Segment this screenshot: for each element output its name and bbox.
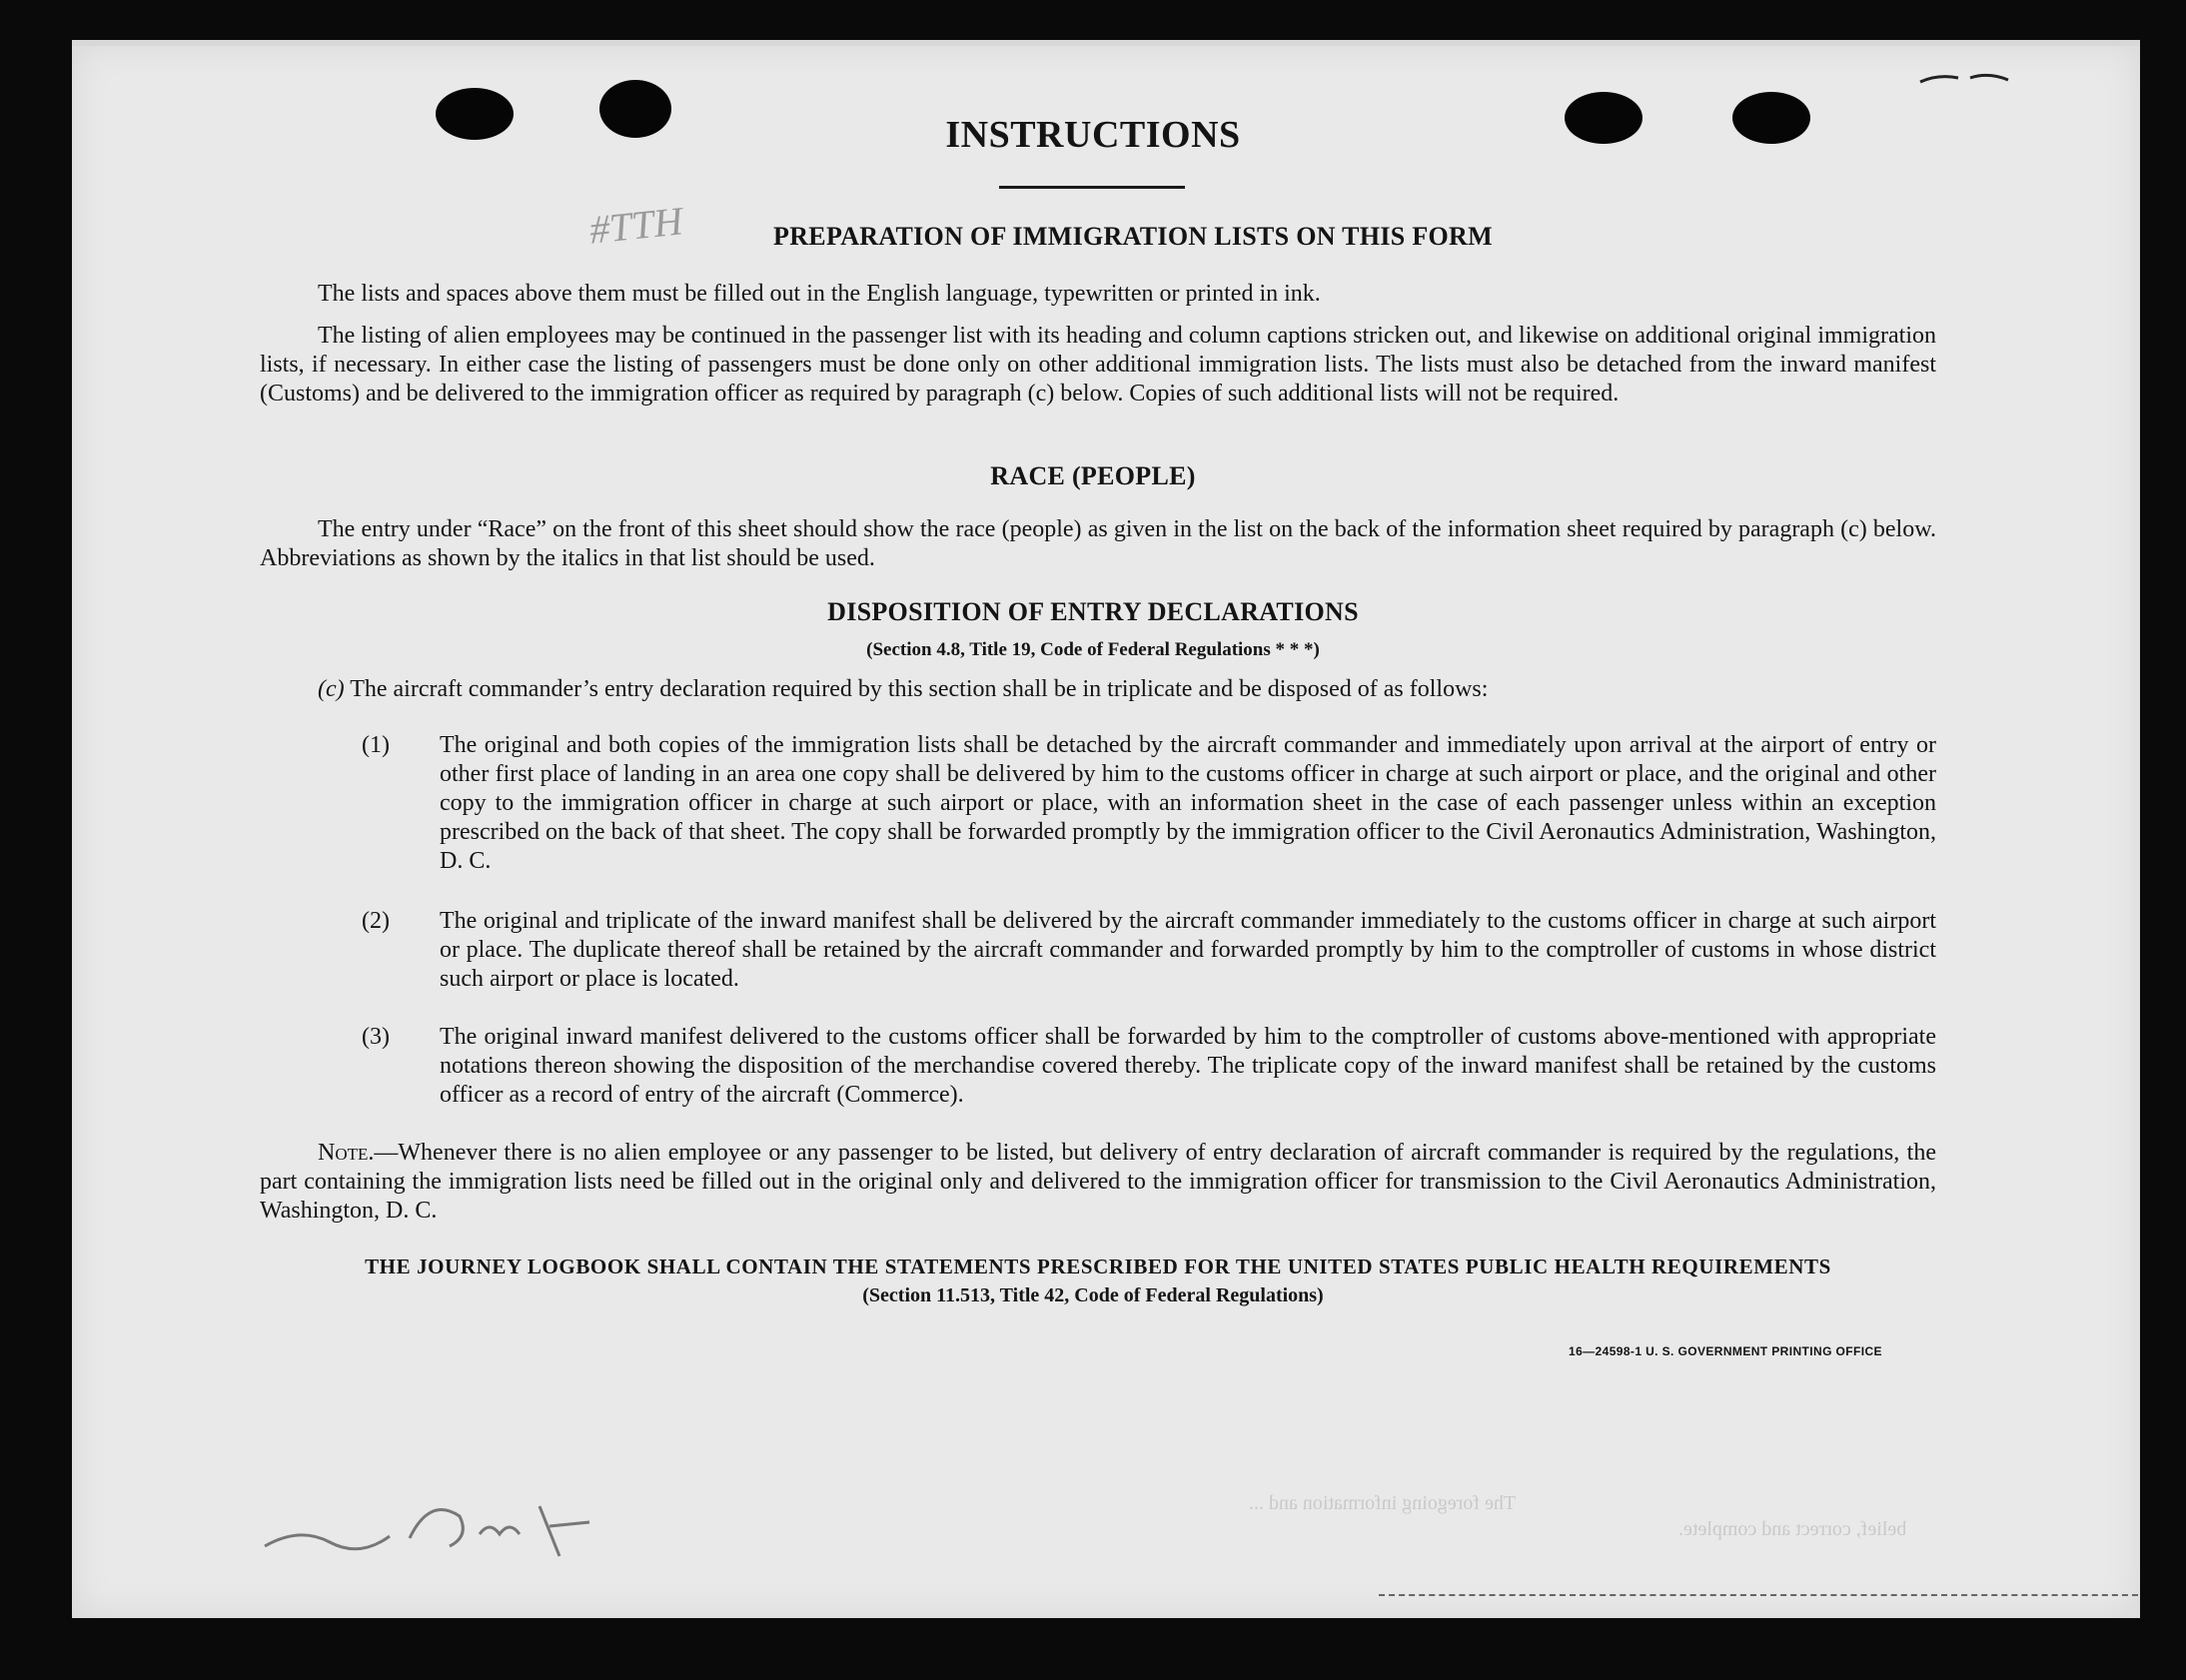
printer-imprint: 16—24598-1 U. S. GOVERNMENT PRINTING OFFICE [1569, 1344, 1882, 1358]
signature-scribble [260, 1476, 639, 1566]
heading-disposition: DISPOSITION OF ENTRY DECLARATIONS [827, 597, 1359, 626]
paragraph-c-text: The aircraft commander’s entry declaration required by this section shall be in triplicate and be disposed of as follows: [350, 676, 1489, 702]
heading-race: RACE (PEOPLE) [990, 461, 1196, 490]
title-rule [999, 186, 1185, 189]
list-item-text: The original and triplicate of the inward manifest shall be delivered by the aircraft commander immediately to the customs officer in charge at such airport or place. The duplicate thereof shall be retained by the aircraft commander and forwarded promptly by him to the comptroller of customs in whose district such airport or place is located. [440, 908, 1936, 992]
list-item-text: The original and both copies of the immigration lists shall be detached by the aircraft commander and immediately upon arrival at the airport of entry or other first place of landing in an area one copy shall be delivered by him to the customs officer in charge at such airport or place, and the original and other copy to the immigration officer in charge at such airport or place, with an information sheet in the case of each passenger unless within an exception prescribed on the back of that sheet. The copy shall be forwarded promptly by the immigration officer to the Civil Aeronautics Administration, Washington, D. C. [440, 732, 1936, 874]
handwritten-note: #TTH [586, 198, 685, 253]
bleed-through-line-1: The foregoing information and ... [1249, 1492, 1517, 1514]
paragraph-race: The entry under “Race” on the front of this sheet should show the race (people) as given in the list on the back of the information sheet required by paragraph (c) below. Abbreviations as shown by the italics in that list should be used. [260, 516, 1936, 571]
heading-preparation: PREPARATION OF IMMIGRATION LISTS ON THIS FORM [773, 222, 1493, 251]
list-item-2 [362, 907, 1936, 994]
list-item-text: The original inward manifest delivered to the customs officer shall be forwarded by him to the comptroller of customs above-mentioned with appropriate notations thereon showing the disposition of the merchandise covered thereby. The triplicate copy of the inward manifest shall be retained by the customs officer as a record of entry of the aircraft (Commerce). [440, 1024, 1936, 1108]
bleed-through-line-2: belief, correct and complete. [1678, 1518, 1907, 1540]
page-title: INSTRUCTIONS [945, 114, 1241, 156]
subheading-section-4-8: (Section 4.8, Title 19, Code of Federal Regulations * * *) [866, 639, 1320, 660]
paragraph-c-label: (c) [318, 676, 345, 702]
list-item-number: (1) [362, 732, 390, 758]
list-item-number: (2) [362, 908, 390, 934]
footer-logbook-statement: THE JOURNEY LOGBOOK SHALL CONTAIN THE STATEMENTS PRESCRIBED FOR THE UNITED STATES PUBLIC HEALTH REQUIREMENTS [365, 1255, 1831, 1278]
list-item-number: (3) [362, 1024, 390, 1050]
footer-section-11-513: (Section 11.513, Title 42, Code of Federal Regulations) [862, 1284, 1324, 1306]
note-paragraph [260, 1139, 1936, 1226]
paragraph-c [318, 675, 1936, 704]
list-item-3 [362, 1023, 1936, 1110]
page-top-edge [72, 40, 2140, 46]
list-item-1 [362, 731, 1936, 876]
note-text: —Whenever there is no alien employee or any passenger to be listed, but delivery of entry declaration of aircraft commander is required by the regulations, the part containing the immigration lists need be filled out in the original only and delivered to the immigration officer for transmission to the Civil Aeronautics Administration, Washington, D. C. [260, 1140, 1936, 1224]
paragraph-alien-employees: The listing of alien employees may be continued in the passenger list with its heading and column captions stricken out, and likewise on additional original immigration lists, if necessary. In either case the listing of passengers must be done only on other additional immigration lists. The lists must also be detached from the inward manifest (Customs) and be delivered to the immigration officer as required by paragraph (c) below. Copies of such additional lists will not be required. [260, 323, 1936, 407]
paragraph-english-language: The lists and spaces above them must be filled out in the English language, typewritten or printed in ink. [318, 281, 1321, 307]
bottom-dashed-edge [1379, 1594, 2138, 1596]
note-label: Note. [318, 1140, 375, 1166]
corner-pencil-mark [1918, 72, 2010, 86]
